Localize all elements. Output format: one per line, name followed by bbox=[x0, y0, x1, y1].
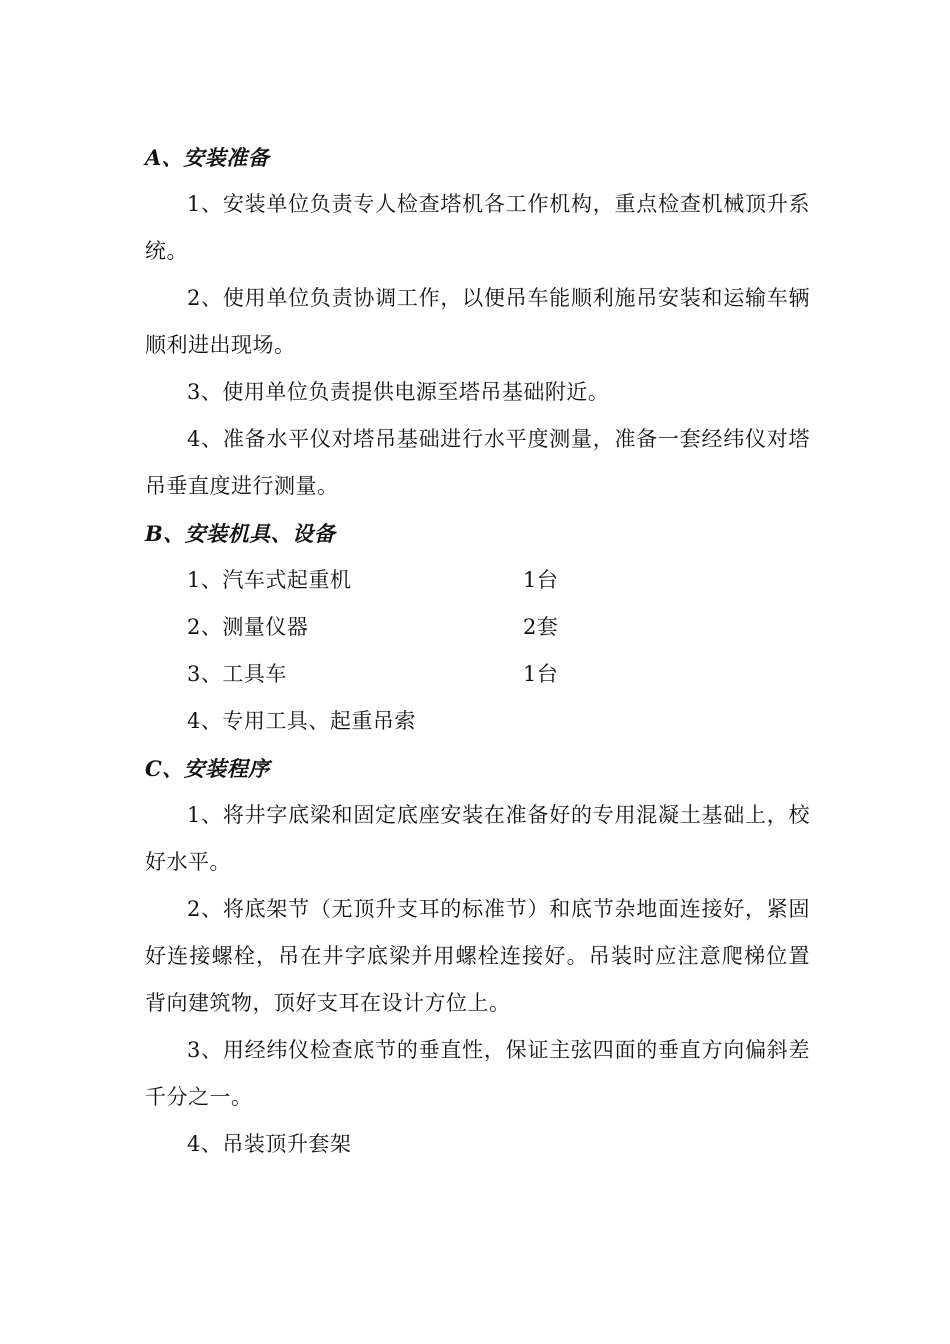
section-a-heading: A、安装准备 bbox=[145, 145, 270, 170]
equipment-quantity: 2套 bbox=[523, 615, 559, 639]
equipment-name: 3、工具车 bbox=[187, 662, 287, 686]
equipment-name: 1、汽车式起重机 bbox=[187, 568, 352, 592]
section-c-paragraph-4: 4、吊装顶升套架 bbox=[187, 1132, 352, 1156]
equipment-quantity: 1台 bbox=[523, 568, 559, 592]
equipment-name: 2、测量仪器 bbox=[187, 615, 309, 639]
section-c-paragraph-3: 3、用经纬仪检查底节的垂直性，保证主弦四面的垂直方向偏斜差千分之一。 bbox=[145, 1038, 810, 1109]
section-a-paragraph-2: 2、使用单位负责协调工作，以便吊车能顺利施吊安装和运输车辆顺利进出现场。 bbox=[145, 286, 810, 357]
section-a-paragraph-4: 4、准备水平仪对塔吊基础进行水平度测量，准备一套经纬仪对塔吊垂直度进行测量。 bbox=[145, 427, 810, 498]
equipment-item-1 bbox=[145, 557, 810, 604]
section-a-paragraph-1: 1、安装单位负责专人检查塔机各工作机构，重点检查机械顶升系统。 bbox=[145, 192, 810, 263]
section-a-paragraph-3: 3、使用单位负责提供电源至塔吊基础附近。 bbox=[187, 380, 610, 404]
section-c-heading: C、安装程序 bbox=[145, 756, 270, 781]
equipment-item-4 bbox=[145, 698, 810, 745]
equipment-quantity: 1台 bbox=[523, 662, 559, 686]
equipment-item-2 bbox=[145, 604, 810, 651]
section-c-paragraph-1: 1、将井字底梁和固定底座安装在准备好的专用混凝土基础上，校好水平。 bbox=[145, 803, 810, 874]
equipment-name: 4、专用工具、起重吊索 bbox=[187, 709, 416, 733]
equipment-item-3 bbox=[145, 651, 810, 698]
section-c-paragraph-2: 2、将底架节（无顶升支耳的标准节）和底节杂地面连接好，紧固好连接螺栓，吊在井字底梁并用螺栓连接好。吊装时应注意爬梯位置背向建筑物，顶好支耳在设计方位上。 bbox=[145, 897, 810, 1015]
section-b-heading: B、安装机具、设备 bbox=[145, 521, 336, 546]
document-body bbox=[145, 134, 810, 1168]
